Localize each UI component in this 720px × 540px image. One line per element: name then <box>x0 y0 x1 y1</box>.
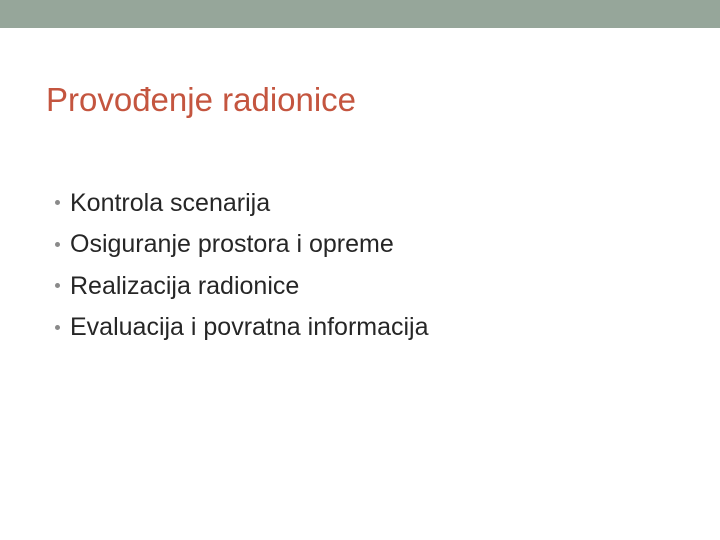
bullet-item <box>52 307 429 349</box>
bullet-text: Osiguranje prostora i opreme <box>70 230 394 259</box>
bullet-list <box>52 182 429 348</box>
bullet-text: Evaluacija i povratna informacija <box>70 313 429 342</box>
bullet-text: Realizacija radionice <box>70 271 300 300</box>
bullet-dot-icon <box>55 325 60 330</box>
bullet-item <box>52 182 429 224</box>
bullet-text: Kontrola scenarija <box>70 188 271 217</box>
bullet-dot-icon <box>55 200 60 205</box>
bullet-item <box>52 265 429 307</box>
bullet-dot-icon <box>55 283 60 288</box>
bullet-item <box>52 224 429 266</box>
slide-title: Provođenje radionice <box>46 81 357 118</box>
top-accent-band <box>0 0 720 28</box>
bullet-dot-icon <box>55 242 60 247</box>
